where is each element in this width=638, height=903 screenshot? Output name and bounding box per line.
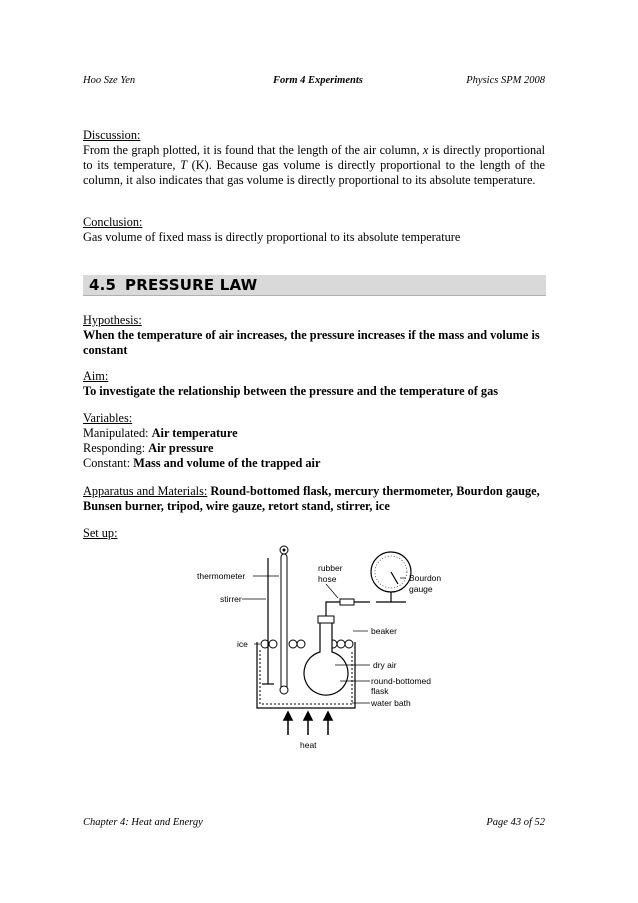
label-water-bath: water bath: [371, 698, 411, 708]
label-rubber: rubber: [318, 563, 343, 573]
conclusion-section: [83, 215, 545, 245]
footer-chapter: Chapter 4: Heat and Energy: [83, 817, 203, 828]
heat-arrows: [284, 712, 332, 735]
thermometer-shape: [281, 554, 287, 692]
label-bourdon: Bourdon: [409, 573, 442, 583]
discussion-text: From the graph plotted, it is found that the length of the air column, x is directly proportional to its temperature, T (K). Because gas volume is directly proportional to the length of the column, it also indicates that gas volume is directly proportional to its absolute temperature.: [83, 143, 545, 187]
setup-heading: Set up:: [83, 526, 118, 540]
header-title: Form 4 Experiments: [273, 75, 363, 86]
label-stirrer: stirrer: [220, 594, 242, 604]
flask-shape: [304, 622, 348, 695]
conclusion-text: Gas volume of fixed mass is directly proportional to its absolute temperature: [83, 230, 461, 244]
var-x: x: [422, 143, 429, 157]
setup-section: [83, 526, 545, 541]
section-heading: [83, 275, 546, 296]
section-number: 4.5: [89, 276, 117, 294]
var-t: T: [180, 158, 187, 172]
hypothesis-section: [83, 313, 545, 358]
responding-row: Responding: Air pressure: [83, 441, 214, 455]
constant-row: Constant: Mass and volume of the trapped air: [83, 456, 321, 470]
label-dry-air: dry air: [373, 660, 397, 670]
hypothesis-text: When the temperature of air increases, the pressure increases if the mass and volume is constant: [83, 328, 540, 357]
header-subject: Physics SPM 2008: [466, 75, 545, 86]
discussion-section: [83, 128, 545, 188]
footer-page: Page 43 of 52: [486, 817, 545, 828]
header-author: Hoo Sze Yen: [83, 75, 136, 86]
hypothesis-heading: Hypothesis:: [83, 313, 142, 327]
ice-cubes: [261, 640, 353, 648]
aim-text: To investigate the relationship between the pressure and the temperature of gas: [83, 384, 499, 398]
label-heat: heat: [300, 740, 317, 750]
setup-diagram: [180, 540, 460, 755]
label-round-bottomed: round-bottomed: [371, 676, 432, 686]
apparatus-text: Apparatus and Materials: Round-bottomed flask, mercury thermometer, Bourdon gauge, Bunsen burner, tripod, wire gauze, retort stand, stirrer, ice: [83, 484, 540, 513]
label-gauge: gauge: [409, 584, 433, 594]
label-flask: flask: [371, 686, 389, 696]
label-thermometer: thermometer: [197, 571, 246, 581]
discussion-heading: Discussion:: [83, 128, 141, 142]
label-beaker: beaker: [371, 626, 397, 636]
manipulated-row: Manipulated: Air temperature: [83, 426, 238, 440]
section-title: PRESSURE LAW: [125, 276, 258, 294]
apparatus-diagram: [180, 540, 460, 755]
aim-section: [83, 369, 545, 399]
label-ice: ice: [237, 639, 248, 649]
label-hose: hose: [318, 574, 337, 584]
variables-section: [83, 411, 545, 471]
conclusion-heading: Conclusion:: [83, 215, 143, 229]
aim-heading: Aim:: [83, 369, 109, 383]
variables-heading: Variables:: [83, 411, 133, 425]
apparatus-section: [83, 484, 545, 514]
